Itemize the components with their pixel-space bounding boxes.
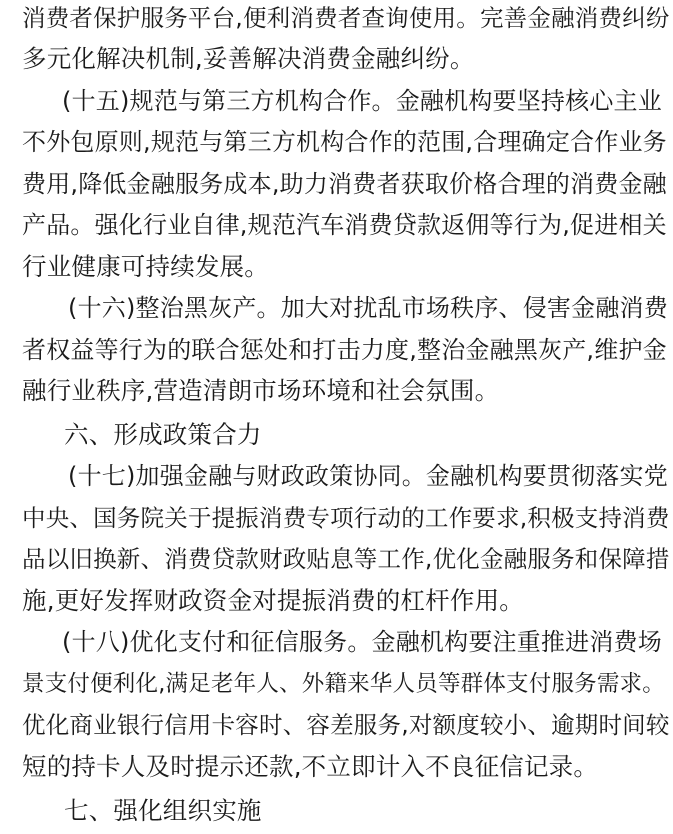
text-line-6: 产品。强化行业自律,规范汽车消费贷款返佣等行为,促进相关 — [22, 211, 667, 239]
section-heading-7: 七、强化组织实施 — [64, 796, 262, 825]
paragraph-15-start: (十五)规范与第三方机构合作。金融机构要坚持核心主业 — [62, 87, 662, 115]
section-heading-6: 六、形成政策合力 — [64, 420, 262, 449]
text-line-10: 融行业秩序,营造清朗市场环境和社会氛围。 — [22, 376, 500, 405]
text-line-9: 者权益等行为的联合惩处和打击力度,整治金融黑灰产,维护金 — [22, 336, 667, 364]
text-line-15: 施,更好发挥财政资金对提振消费的杠杆作用。 — [22, 586, 524, 615]
paragraph-18-start: (十八)优化支付和征信服务。金融机构要注重推进消费场 — [62, 628, 662, 656]
text-line-18: 优化商业银行信用卡容时、容差服务,对额度较小、逾期时间较 — [22, 711, 670, 739]
text-line-2: 多元化解决机制,妥善解决消费金融纠纷。 — [22, 44, 475, 73]
text-line-1: 消费者保护服务平台,便利消费者查询使用。完善金融消费纠纷 — [22, 4, 670, 32]
text-line-17: 景支付便利化,满足老年人、外籍来华人员等群体支付服务需求。 — [22, 671, 665, 697]
paragraph-16-start: (十六)整治黑灰产。加大对扰乱市场秩序、侵害金融消费 — [68, 294, 668, 322]
text-line-4: 不外包原则,规范与第三方机构合作的范围,合理确定合作业务 — [22, 128, 667, 156]
text-line-7: 行业健康可持续发展。 — [22, 252, 269, 281]
text-line-5: 费用,降低金融服务成本,助力消费者获取价格合理的消费金融 — [22, 170, 667, 198]
text-line-13: 中央、国务院关于提振消费专项行动的工作要求,积极支持消费 — [22, 504, 670, 532]
text-line-14: 品以旧换新、消费贷款财政贴息等工作,优化金融服务和保障措 — [22, 545, 670, 573]
paragraph-17-start: (十七)加强金融与财政政策协同。金融机构要贯彻落实党 — [68, 462, 668, 490]
text-line-19: 短的持卡人及时提示还款,不立即计入不良征信记录。 — [22, 752, 599, 781]
